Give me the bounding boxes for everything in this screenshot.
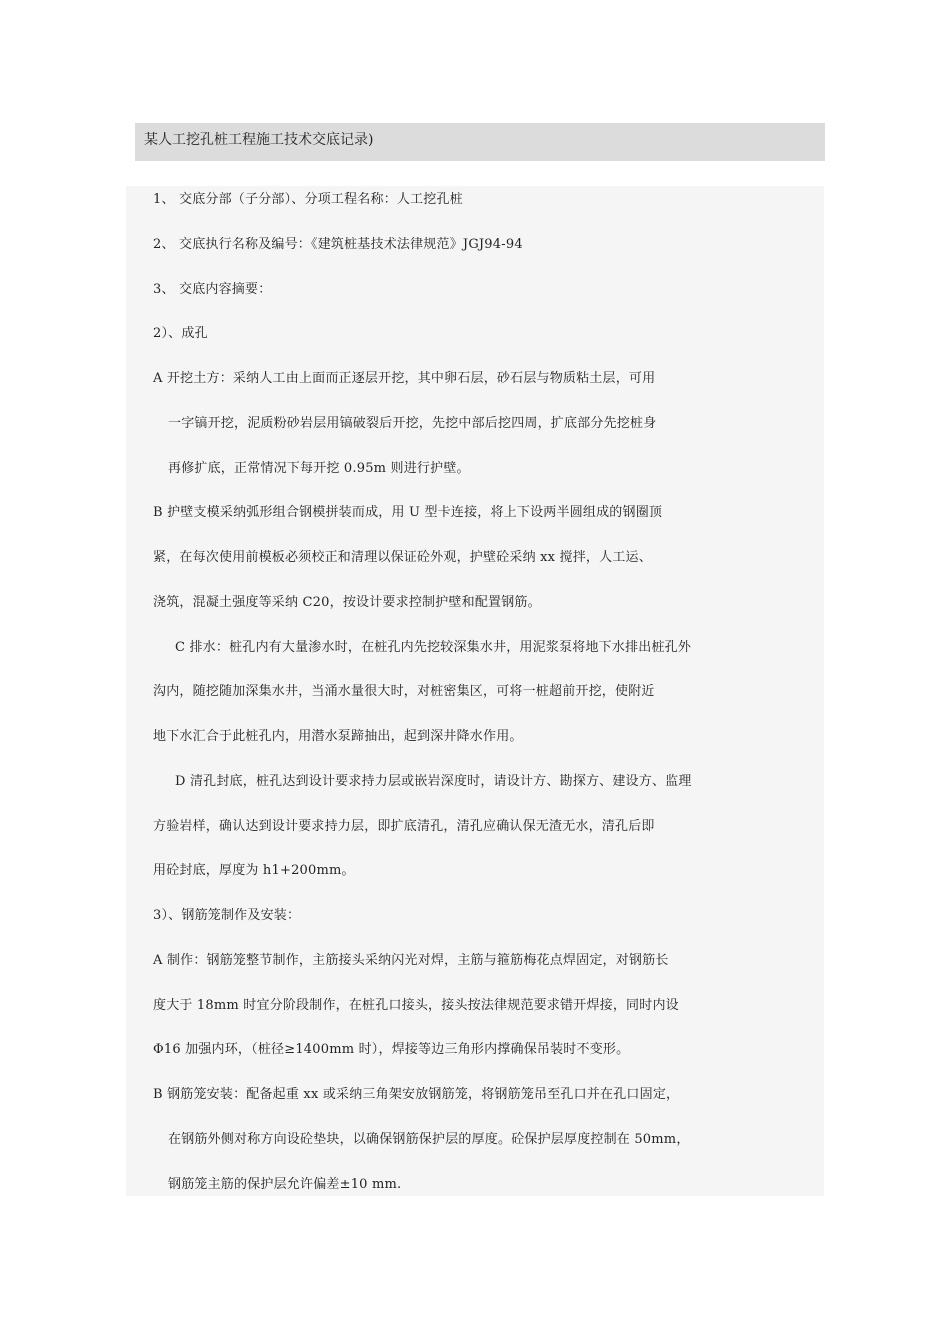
- text-line: 3）、钢筋笼制作及安装：: [153, 908, 301, 923]
- text-line: B 护壁支模采纳弧形组合钢模拼装而成，用 U 型卡连接，将上下设两半圆组成的钢圈顶: [153, 505, 663, 520]
- text-line: 再修扩底，正常情况下每开挖 0.95m 则进行护壁。: [168, 461, 470, 476]
- text-line: 地下水汇合于此桩孔内，用潜水泵蹄抽出，起到深井降水作用。: [153, 729, 523, 744]
- text-line: 浇筑，混凝土强度等采纳 C20，按设计要求控制护壁和配置钢筋。: [153, 595, 541, 610]
- text-line: 度大于 18mm 时宜分阶段制作，在桩孔口接头，接头按法律规范要求错开焊接，同时内设: [153, 998, 679, 1013]
- document-body: [126, 186, 824, 1196]
- text-line: 3、 交底内容摘要：: [153, 282, 272, 297]
- text-line: 一字镐开挖，泥质粉砂岩层用镐破裂后开挖，先挖中部后挖四周，扩底部分先挖桩身: [168, 416, 657, 431]
- text-line: 在钢筋外侧对称方向设砼垫块，以确保钢筋保护层的厚度。砼保护层厚度控制在 50mm，: [168, 1132, 690, 1147]
- text-line: Φ16 加强内环，（桩径≥1400mm 时），焊接等边三角形内撑确保吊装时不变形。: [153, 1042, 630, 1057]
- text-line: 2、 交底执行名称及编号：《建筑桩基技术法律规范》JGJ94-94: [153, 237, 523, 252]
- text-line: D 清孔封底，桩孔达到设计要求持力层或嵌岩深度时，请设计方、勘探方、建设方、监理: [175, 774, 692, 789]
- text-line: 紧，在每次使用前模板必须校正和清理以保证砼外观，护壁砼采纳 xx 搅拌，人工运、: [153, 550, 652, 565]
- text-line: 用砼封底，厚度为 h1+200mm。: [153, 863, 355, 878]
- text-line: 钢筋笼主筋的保护层允许偏差±10 mm.: [168, 1177, 402, 1192]
- text-line: 1、 交底分部（子分部）、分项工程名称：人工挖孔桩: [153, 192, 463, 207]
- text-line: C 排水：桩孔内有大量渗水时，在桩孔内先挖较深集水井，用泥浆泵将地下水排出桩孔外: [175, 640, 692, 655]
- title-bar: [135, 123, 825, 161]
- text-line: A 制作：钢筋笼整节制作，主筋接头采纳闪光对焊，主筋与箍筋梅花点焊固定，对钢筋长: [153, 953, 669, 968]
- text-line: B 钢筋笼安装：配备起重 xx 或采纳三角架安放钢筋笼，将钢筋笼吊至孔口并在孔口固定，: [153, 1087, 680, 1102]
- text-line: 沟内，随挖随加深集水井，当涌水量很大时，对桩密集区，可将一桩超前开挖，使附近: [153, 684, 655, 699]
- text-line: 方验岩样，确认达到设计要求持力层，即扩底清孔，清孔应确认保无渣无水，清孔后即: [153, 819, 655, 834]
- document-title: 某人工挖孔桩工程施工技术交底记录): [144, 132, 374, 148]
- text-line: A 开挖土方：采纳人工由上面而正逐层开挖，其中卵石层，砂石层与物质粘土层，可用: [153, 371, 656, 386]
- text-line: 2）、成孔: [153, 326, 208, 341]
